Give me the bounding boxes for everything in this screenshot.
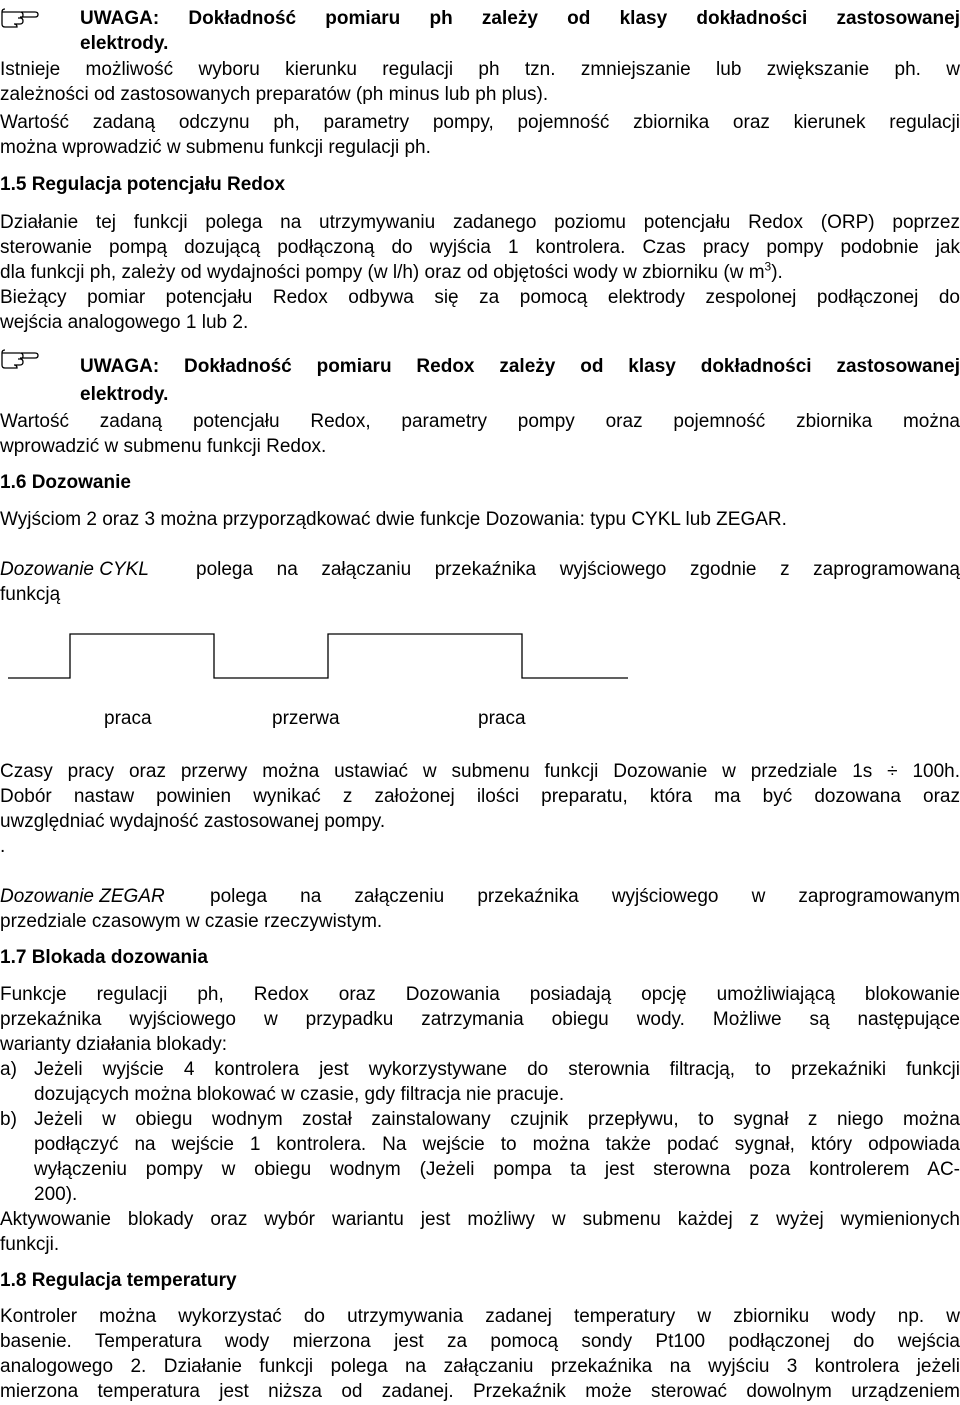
ph-paragraph-1-line-2: zależności od zastosowanych preparatów (ph minus lub ph plus). (0, 84, 549, 105)
dosing-cycle-waveform (0, 622, 640, 690)
lock-paragraph-line-1: Funkcje regulacji ph, Redox oraz Dozowania posiadają opcję umożliwiającą blokowanie (0, 984, 960, 1005)
ph-paragraph-2-line-1: Wartość zadaną odczynu ph, parametry pompy, pojemność zbiornika oraz kierunek regulacji (0, 112, 960, 133)
ph-paragraph-2-line-2: można wprowadzić w submenu funkcji regulacji ph. (0, 137, 431, 158)
redox-paragraph-2-line-1: Wartość zadaną potencjału Redox, parametry pompy oraz pojemność zbiornika można (0, 411, 960, 432)
redox-paragraph-line-3-text: dla funkcji ph, zależy od wydajności pompy (w l/h) oraz od objętości wody w zbiorniku (w m (0, 262, 765, 283)
dosing-paragraph-2-line-1: Czasy pracy oraz przerwy można ustawiać w submenu funkcji Dozowanie w przedziale 1s ÷ 100h. (0, 761, 960, 782)
dosing-cykl-text: polega na załączaniu przekaźnika wyjściowego zgodnie z zaprogramowaną (196, 559, 960, 580)
ph-paragraph-1-line-1: Istnieje możliwość wyboru kierunku regulacji ph tzn. zmniejszanie lub zwiększanie ph. w (0, 59, 960, 80)
redox-paragraph-line-2: sterowanie pompą dozującą podłączoną do wyjścia 1 kontrolera. Czas pracy pompy podobnie jak (0, 237, 960, 258)
redox-paragraph-line-3 (0, 260, 960, 285)
redox-note-line-1: UWAGA: Dokładność pomiaru Redox zależy od klasy dokładności zastosowanej (80, 356, 960, 377)
lock-paragraph-line-2: przekaźnika wyjściowego w przypadku zatrzymania obiegu wody. Możliwe są następujące (0, 1009, 960, 1030)
waveform-label-pause: przerwa (272, 708, 340, 729)
lock-item-a-line-1: Jeżeli wyjście 4 kontrolera jest wykorzystywane do sterownia filtracją, to przekaźniki funkcji (34, 1059, 960, 1080)
redox-paragraph-line-4: Bieżący pomiar potencjału Redox odbywa się za pomocą elektrody zespolonej podłączonej do (0, 287, 960, 308)
section-heading-lock: 1.7 Blokada dozowania (0, 947, 208, 968)
redox-paragraph-2-line-2: wprowadzić w submenu funkcji Redox. (0, 436, 327, 457)
waveform-label-work-2: praca (478, 708, 526, 729)
temp-paragraph-line-2: basenie. Temperatura wody mierzona jest za pomocą sondy Pt100 podłączonej do wejścia (0, 1331, 960, 1352)
waveform-label-work-1: praca (104, 708, 152, 729)
dosing-cykl-line-1 (0, 557, 960, 582)
lock-paragraph-2-line-1: Aktywowanie blokady oraz wybór wariantu jest możliwy w submenu każdej z wyżej wymienionych (0, 1209, 960, 1230)
section-heading-dosing: 1.6 Dozowanie (0, 472, 131, 493)
superscript-3: 3 (764, 259, 772, 274)
section-heading-redox: 1.5 Regulacja potencjału Redox (0, 174, 286, 195)
redox-paragraph-line-5: wejścia analogowego 1 lub 2. (0, 312, 249, 333)
redox-paragraph-line-3-end: ). (771, 262, 783, 283)
lock-item-b-line-3: wyłączeniu pompy w obiegu wodnym (Jeżeli pompa ta jest sterowna poza kontrolerem AC- (34, 1159, 960, 1180)
dosing-cykl-line-2: funkcją (0, 584, 61, 605)
dosing-paragraph-2-line-2: Dobór nastaw powinien wynikać z założonej ilości preparatu, która ma być dozowana oraz (0, 786, 960, 807)
dosing-paragraph-2-line-4: . (0, 836, 6, 857)
ph-note-line-2: elektrody. (80, 33, 169, 54)
lock-paragraph-2-line-2: funkcji. (0, 1234, 60, 1255)
lock-item-b-line-1: Jeżeli w obiegu wodnym został zainstalowany czujnik przepływu, to sygnał z niego można (34, 1109, 960, 1130)
lock-item-a-line-2: dozujących można blokować w czasie, gdy filtracja nie pracuje. (34, 1084, 565, 1105)
temp-paragraph-line-3: analogowego 2. Działanie funkcji polega na załączaniu przekaźnika na wyjściu 3 kontrolera jeżeli (0, 1356, 960, 1377)
section-heading-temperature: 1.8 Regulacja temperatury (0, 1270, 237, 1291)
temp-paragraph-line-1: Kontroler można wykorzystać do utrzymywania zadanej temperatury w zbiorniku wody np. w (0, 1306, 960, 1327)
pointing-hand-icon (0, 4, 40, 30)
pointing-hand-icon (0, 345, 40, 371)
lock-paragraph-line-3: warianty działania blokady: (0, 1034, 228, 1055)
dosing-zegar-line-2: przedziale czasowym w czasie rzeczywistym. (0, 911, 383, 932)
dosing-cykl-term: Dozowanie CYKL (0, 559, 149, 580)
dosing-paragraph-1: Wyjściom 2 oraz 3 można przyporządkować dwie funkcje Dozowania: typu CYKL lub ZEGAR. (0, 509, 787, 530)
dosing-zegar-line-1 (0, 884, 960, 909)
redox-paragraph-line-1: Działanie tej funkcji polega na utrzymywaniu zadanego poziomu potencjału Redox (ORP) poprzez (0, 212, 960, 233)
dosing-zegar-text: polega na załączeniu przekaźnika wyjściowego w zaprogramowanym (210, 886, 960, 907)
dosing-paragraph-2-line-3: uwzględniać wydajność zastosowanej pompy. (0, 811, 386, 832)
dosing-zegar-term: Dozowanie ZEGAR (0, 886, 165, 907)
temp-paragraph-line-4: mierzona temperatura jest niższa od zadanej. Przekaźnik może sterować dowolnym urządzeniem (0, 1381, 960, 1402)
ph-note-line-1: UWAGA: Dokładność pomiaru ph zależy od klasy dokładności zastosowanej (80, 8, 960, 29)
redox-note-line-2: elektrody. (80, 384, 169, 405)
list-marker-b: b) (0, 1109, 17, 1130)
lock-item-b-line-4: 200). (34, 1184, 78, 1205)
list-marker-a: a) (0, 1059, 17, 1080)
lock-item-b-line-2: podłączyć na wejście 1 kontrolera. Na wejście to można także podać sygnał, który odpowiada (34, 1134, 960, 1155)
